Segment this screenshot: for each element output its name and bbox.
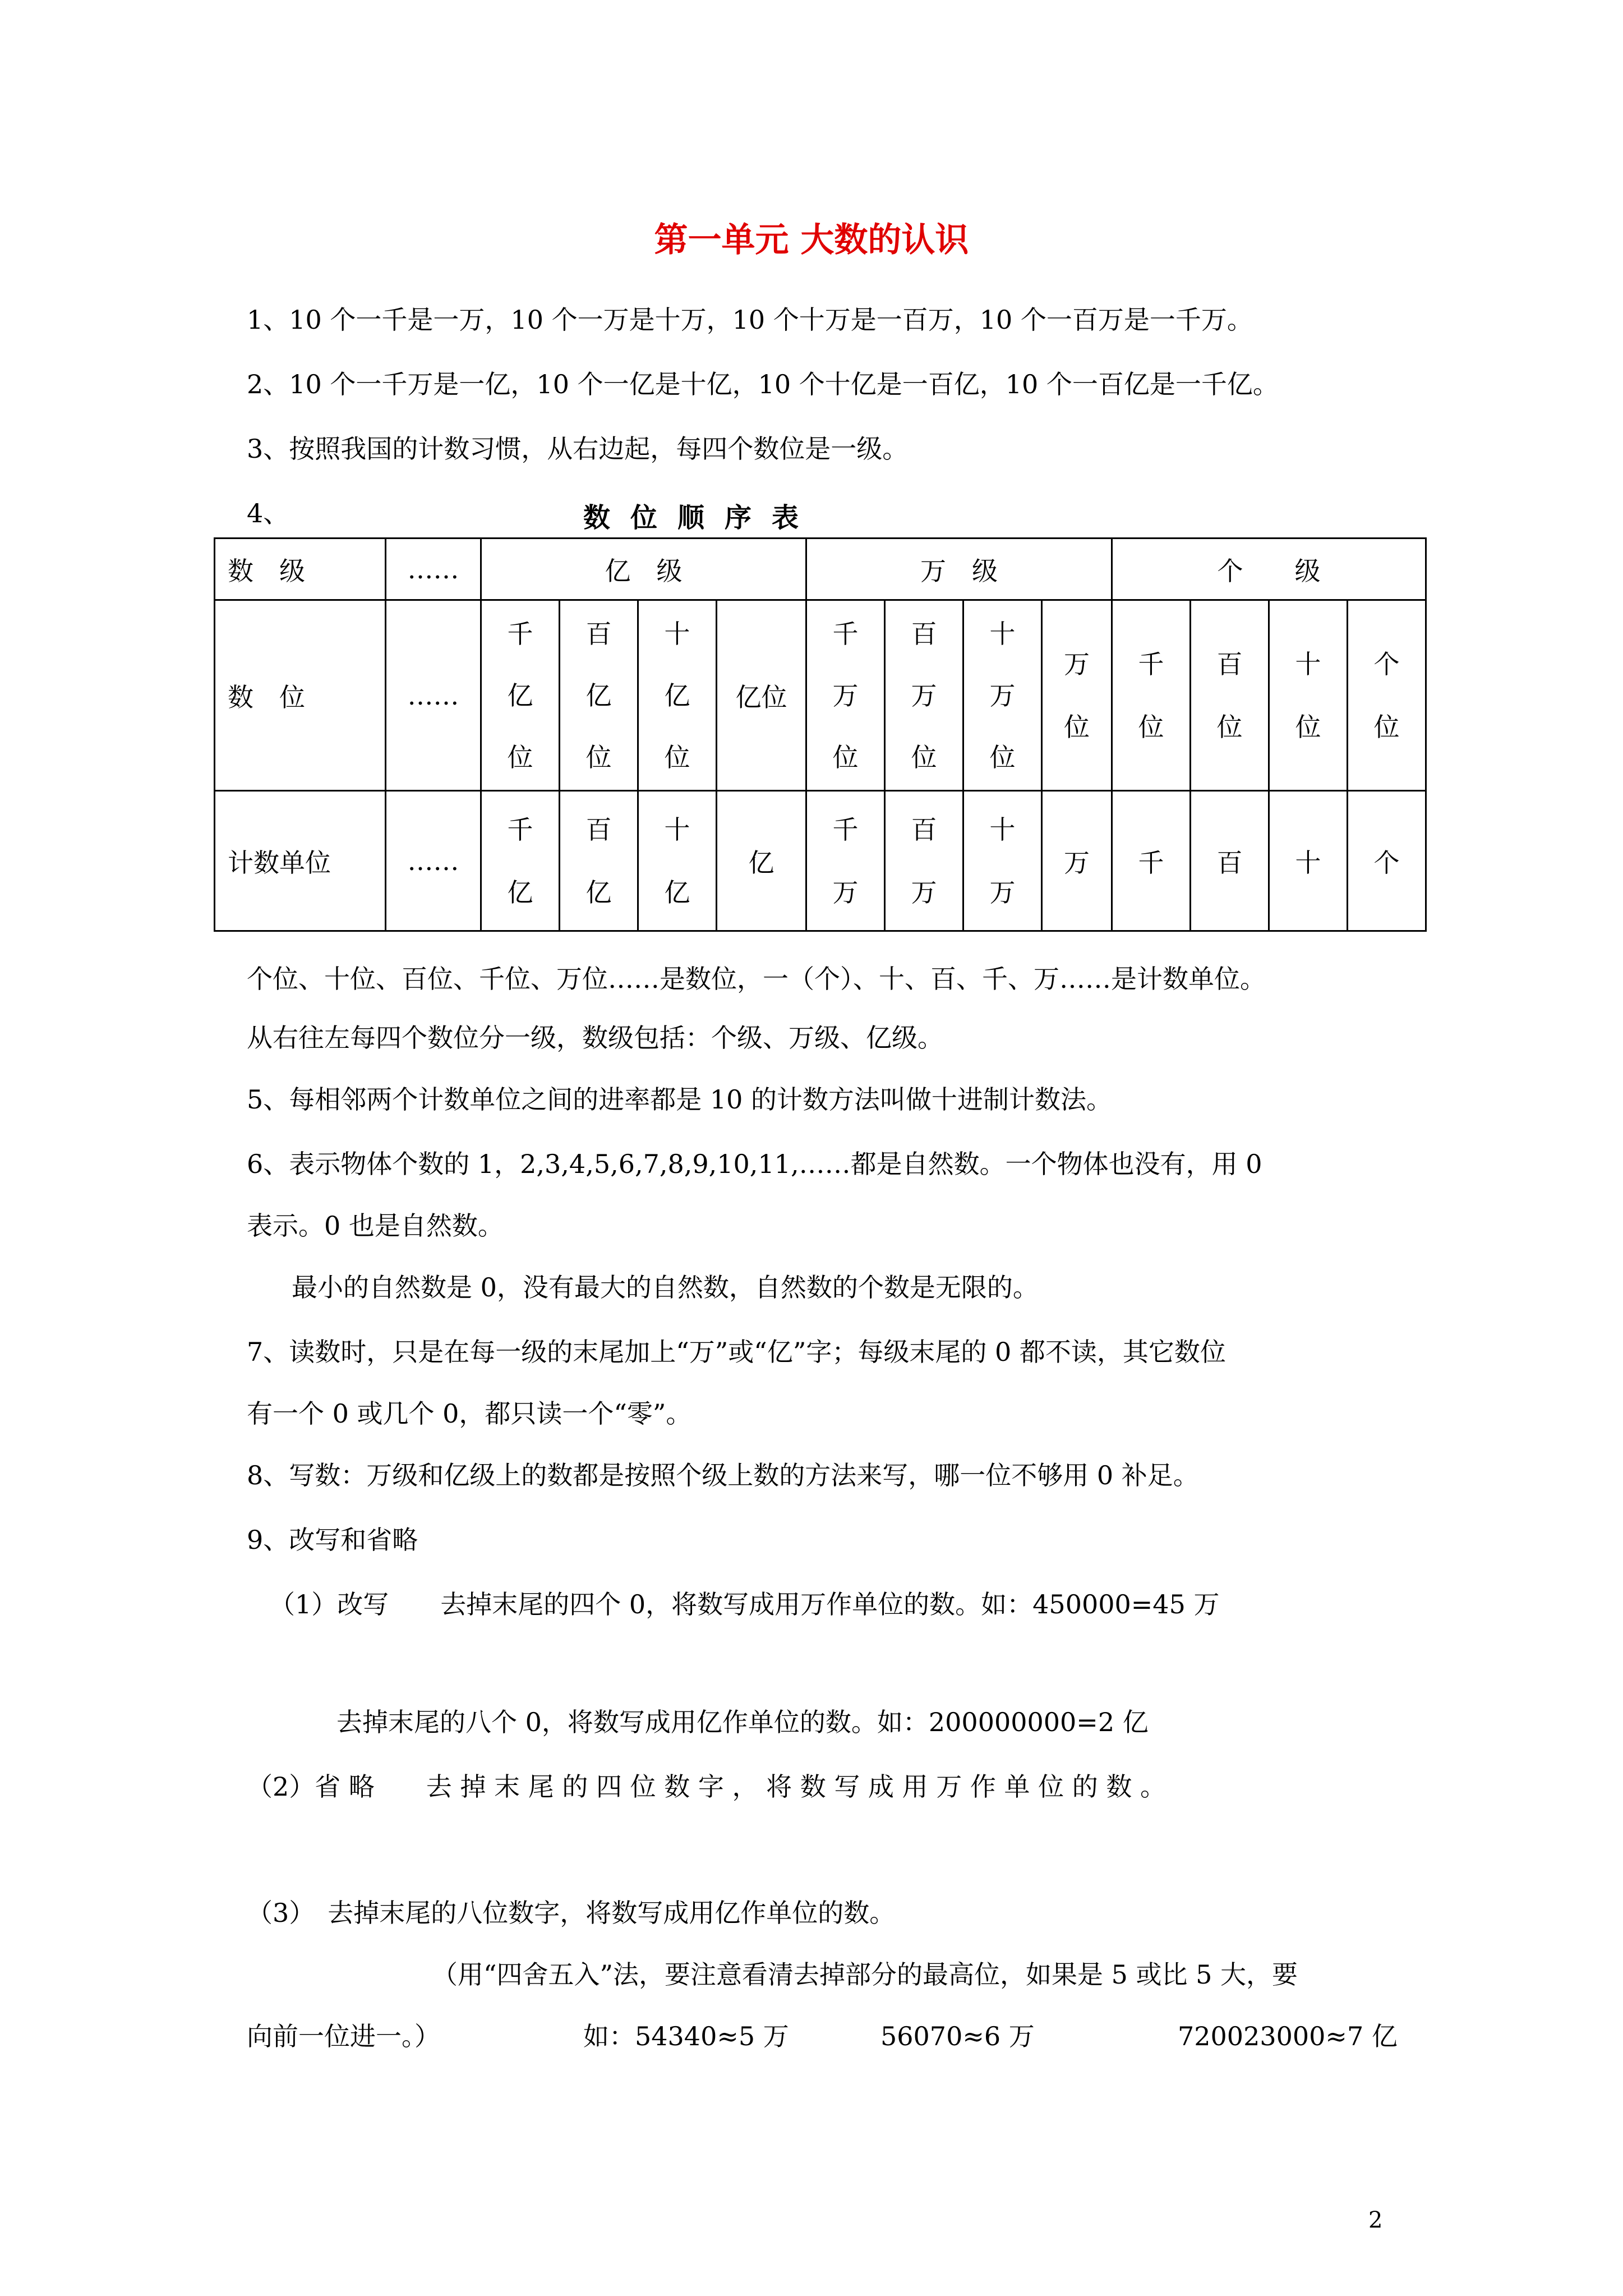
after-table-text-2: 从右往左每四个数位分一级，数级包括：个级、万级、亿级。: [247, 1023, 943, 1053]
item-9-3: （3） 去掉末尾的八位数字，将数写成用亿作单位的数。: [247, 1898, 896, 1928]
table-cell-level-label: 数 级: [215, 539, 386, 600]
example-1: 如：54340≈5 万: [583, 2021, 789, 2051]
table-cell-place: 个位: [1373, 648, 1400, 742]
item-9: 9、改写和省略: [247, 1525, 418, 1555]
example-2: 56070≈6 万: [880, 2021, 1035, 2051]
after-table-text-1: 个位、十位、百位、千位、万位……是数位，一（个）、十、百、千、万……是计数单位。: [247, 964, 1266, 994]
table-cell-place: 千位: [1138, 648, 1164, 742]
table-cell-unit: 十亿: [664, 814, 690, 908]
place-value-table: [214, 537, 1427, 932]
table-title: 数位顺序表: [583, 502, 819, 533]
item-2: 2、10 个一千万是一亿，10 个一亿是十亿，10 个十亿是一百亿，10 个一百亿是一千亿。: [247, 369, 1279, 399]
table-row-unit: [215, 791, 1426, 931]
table-cell-place: 千亿位: [507, 618, 533, 772]
table-cell-dots: ……: [386, 539, 481, 600]
item-7-line-2: 有一个 0 或几个 0，都只读一个“零”。: [247, 1398, 692, 1429]
table-cell-unit: 千亿: [507, 814, 533, 908]
table-cell-unit: 千万: [832, 814, 859, 908]
item-8: 8、写数：万级和亿级上的数都是按照个级上数的方法来写，哪一位不够用 0 补足。: [247, 1460, 1199, 1490]
table-cell-unit: 十万: [989, 814, 1016, 908]
page-title: 第一单元 大数的认识: [654, 220, 969, 260]
item-9-1: （1）改写 去掉末尾的四个 0，将数写成用万作单位的数。如：450000=45 万: [269, 1589, 1220, 1619]
item-5: 5、每相邻两个计数单位之间的进率都是 10 的计数方法叫做十进制计数法。: [247, 1084, 1113, 1115]
table-cell-place: 十万位: [989, 618, 1016, 772]
table-row-level: [215, 539, 1426, 600]
item-6-line-1: 6、表示物体个数的 1，2,3,4,5,6,7,8,9,10,11,……都是自然数。一个物体也没有，用 0: [247, 1149, 1262, 1179]
table-cell-place: 亿位: [717, 600, 806, 791]
table-cell-unit: 百万: [911, 814, 937, 908]
table-cell-dots: ……: [386, 600, 481, 791]
table-cell-unit: 亿: [717, 791, 806, 931]
table-cell-place: 千万位: [832, 618, 859, 772]
table-cell-dots: ……: [386, 791, 481, 931]
table-cell-place-label: 数 位: [215, 600, 386, 791]
table-cell-ge-level: 个 级: [1112, 539, 1426, 600]
table-cell-unit: 个: [1348, 791, 1426, 931]
table-cell-unit: 万: [1042, 791, 1112, 931]
item-9-2: （2）省 略 去 掉 末 尾 的 四 位 数 字 ， 将 数 写 成 用 万 作 单 位 的 数 。: [247, 1772, 1166, 1802]
item-7-line-1: 7、读数时，只是在每一级的末尾加上“万”或“亿”字；每级末尾的 0 都不读，其它数位: [247, 1337, 1226, 1367]
table-cell-place: 百万位: [911, 618, 937, 772]
table-cell-wan-level: 万 级: [806, 539, 1112, 600]
page-number: 2: [1368, 2207, 1383, 2233]
table-cell-unit: 百: [1191, 791, 1269, 931]
table-cell-unit-label: 计数单位: [215, 791, 386, 931]
table-row-place: [215, 600, 1426, 791]
item-1: 1、10 个一千是一万，10 个一万是十万，10 个十万是一百万，10 个一百万是一千万。: [247, 305, 1253, 335]
item-3: 3、按照我国的计数习惯，从右边起，每四个数位是一级。: [247, 434, 909, 464]
table-cell-place: 万位: [1064, 648, 1090, 742]
item-4-number: 4、: [247, 498, 289, 528]
item-9-note-2: 向前一位进一。）: [247, 2021, 440, 2051]
table-cell-unit: 千: [1112, 791, 1191, 931]
table-cell-unit: 百亿: [585, 814, 612, 908]
table-cell-place: 十亿位: [664, 618, 690, 772]
table-cell-place: 百位: [1216, 648, 1243, 742]
example-3: 720023000≈7 亿: [1178, 2021, 1398, 2051]
table-cell-place: 十位: [1295, 648, 1321, 742]
item-9-note-1: （用“四舍五入”法，要注意看清去掉部分的最高位，如果是 5 或比 5 大，要: [432, 1959, 1298, 1990]
table-cell-unit: 十: [1269, 791, 1348, 931]
table-cell-yi-level: 亿 级: [481, 539, 806, 600]
table-cell-place: 百亿位: [585, 618, 612, 772]
item-6-line-3: 最小的自然数是 0，没有最大的自然数，自然数的个数是无限的。: [292, 1272, 1039, 1303]
item-9-1-b: 去掉末尾的八个 0，将数写成用亿作单位的数。如：200000000=2 亿: [336, 1707, 1149, 1737]
item-6-line-2: 表示。0 也是自然数。: [247, 1211, 504, 1241]
